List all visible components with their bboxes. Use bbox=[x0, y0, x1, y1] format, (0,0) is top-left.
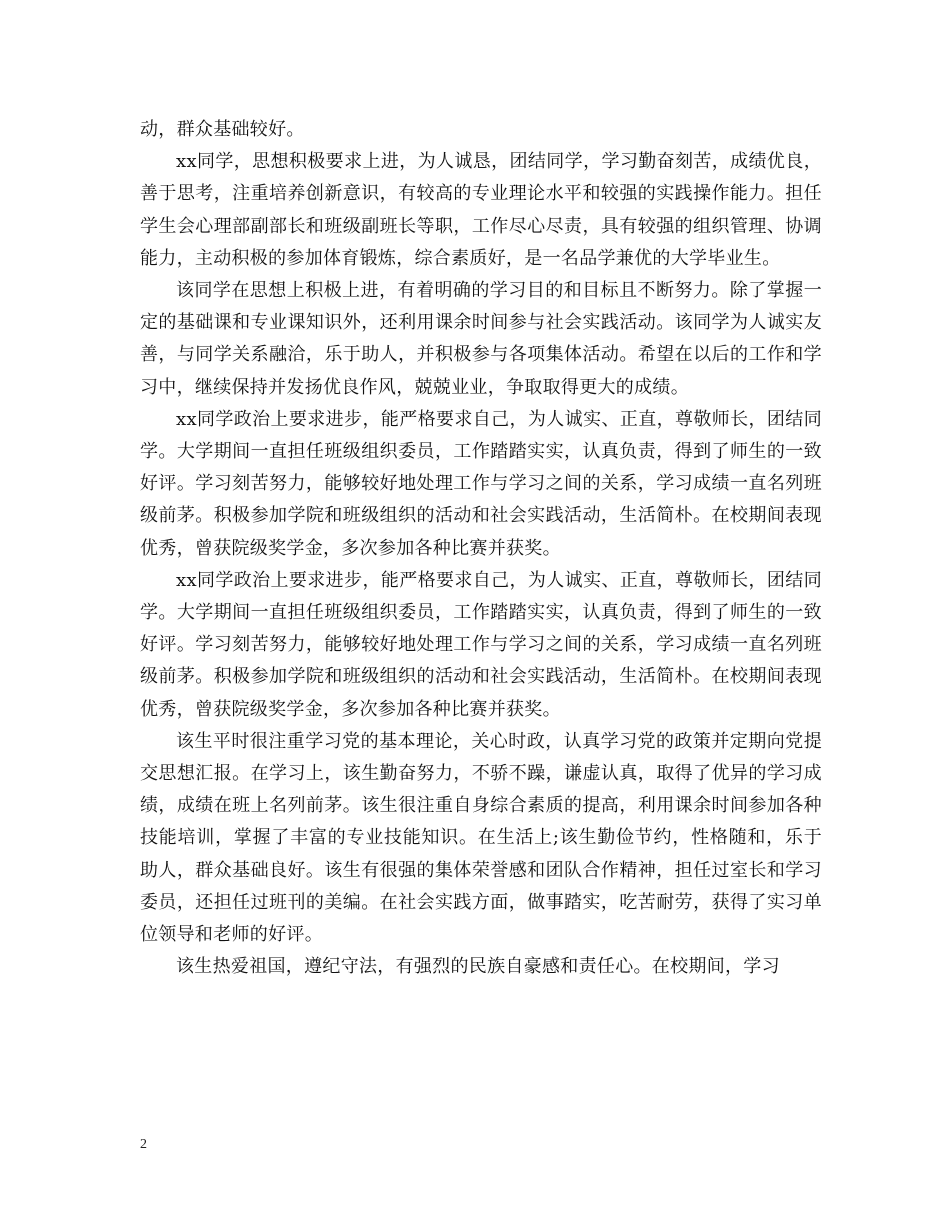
paragraph: xx同学政治上要求进步，能严格要求自己，为人诚实、正直，尊敬师长，团结同学。大学期间一直担任班级组织委员，工作踏踏实实，认真负责，得到了师生的一致好评。学习刻苦努力，能够较好地处理工作与学习之间的关系，学习成绩一直名列班级前茅。积极参加学院和班级组织的活动和社会实践活动，生活简朴。在校期间表现优秀，曾获院级奖学金，多次参加各种比赛并获奖。 bbox=[140, 569, 822, 720]
body-text bbox=[140, 114, 822, 983]
paragraph-continuation: 动，群众基础较好。 bbox=[140, 119, 305, 140]
paragraph: 该生平时很注重学习党的基本理论，关心时政，认真学习党的政策并定期向党提交思想汇报。在学习上，该生勤奋努力，不骄不躁，谦虚认真，取得了优异的学习成绩，成绩在班上名列前茅。该生很注重自身综合素质的提高，利用课余时间参加各种技能培训，掌握了丰富的专业技能知识。在生活上;该生勤俭节约，性格随和，乐于助人，群众基础良好。该生有很强的集体荣誉感和团队合作精神，担任过室长和学习委员，还担任过班刊的美编。在社会实践方面，做事踏实，吃苦耐劳，获得了实习单位领导和老师的好评。 bbox=[140, 730, 822, 946]
page-number: 2 bbox=[140, 1137, 147, 1152]
paragraph: xx同学，思想积极要求上进，为人诚恳，团结同学，学习勤奋刻苦，成绩优良，善于思考，注重培养创新意识，有较高的专业理论水平和较强的实践操作能力。担任学生会心理部副部长和班级副班长等职，工作尽心尽责，具有较强的组织管理、协调能力，主动积极的参加体育锻炼，综合素质好，是一名品学兼优的大学毕业生。 bbox=[140, 151, 822, 269]
paragraph: 该生热爱祖国，遵纪守法，有强烈的民族自豪感和责任心。在校期间，学习 bbox=[176, 956, 780, 978]
paragraph: 该同学在思想上积极上进，有着明确的学习目的和目标且不断努力。除了掌握一定的基础课和专业课知识外，还利用课余时间参与社会实践活动。该同学为人诚实友善，与同学关系融洽，乐于助人，并积极参与各项集体活动。希望在以后的工作和学习中，继续保持并发扬优良作风，兢兢业业，争取取得更大的成绩。 bbox=[140, 280, 822, 398]
paragraph: xx同学政治上要求进步，能严格要求自己，为人诚实、正直，尊敬师长，团结同学。大学期间一直担任班级组织委员，工作踏踏实实，认真负责，得到了师生的一致好评。学习刻苦努力，能够较好地处理工作与学习之间的关系，学习成绩一直名列班级前茅。积极参加学院和班级组织的活动和社会实践活动，生活简朴。在校期间表现优秀，曾获院级奖学金，多次参加各种比赛并获奖。 bbox=[140, 408, 822, 559]
